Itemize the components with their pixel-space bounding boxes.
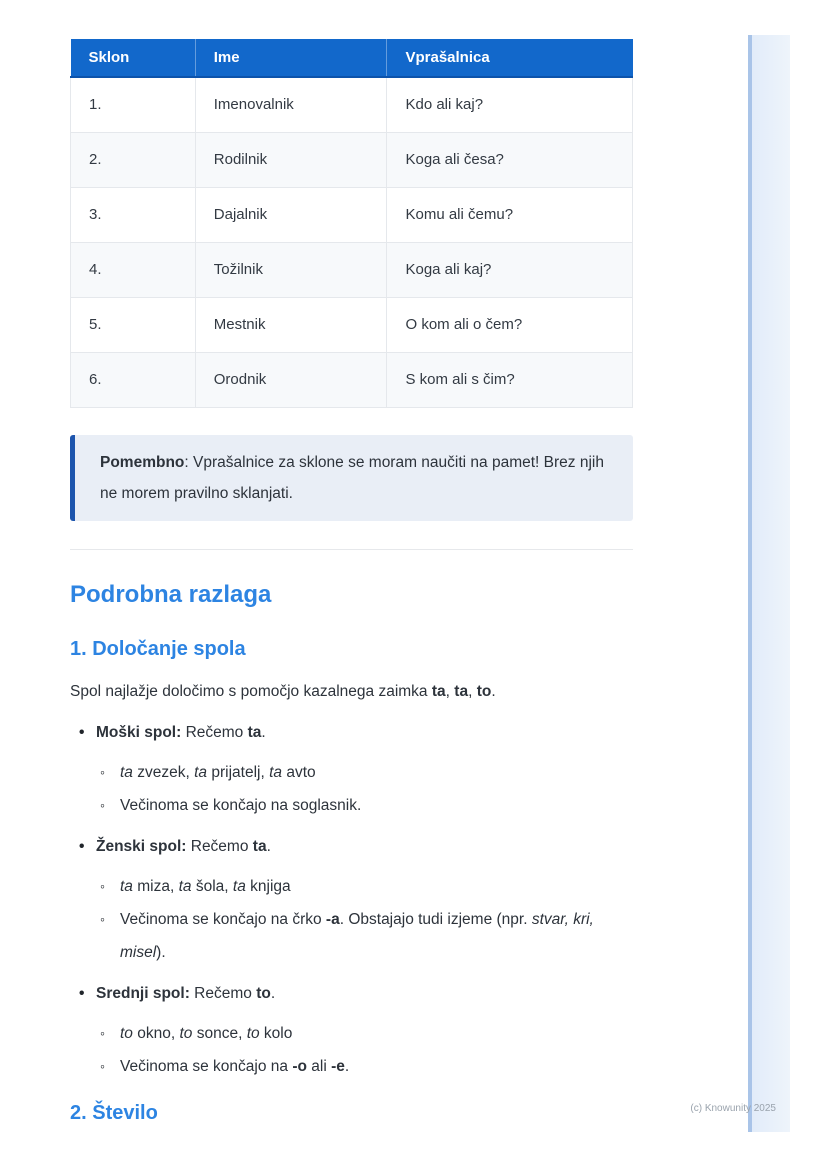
table-cell: 6. bbox=[71, 352, 196, 407]
table-row bbox=[71, 352, 633, 407]
table-row bbox=[71, 77, 633, 132]
table-header-ime: Ime bbox=[195, 39, 387, 77]
sub-list bbox=[96, 870, 633, 969]
table-cell: Kdo ali kaj? bbox=[387, 77, 633, 132]
table-row bbox=[71, 187, 633, 242]
table-cell: S kom ali s čim? bbox=[387, 352, 633, 407]
table-cell: Rodilnik bbox=[195, 132, 387, 187]
copyright-text: (c) Knowunity 2025 bbox=[690, 1103, 776, 1114]
table-cell: O kom ali o čem? bbox=[387, 297, 633, 352]
subsection-heading-gender: 1. Določanje spola bbox=[70, 637, 246, 660]
table-cell: Dajalnik bbox=[195, 187, 387, 242]
section-divider bbox=[70, 549, 633, 550]
table-cell: 5. bbox=[71, 297, 196, 352]
table-row bbox=[71, 132, 633, 187]
table-row bbox=[71, 297, 633, 352]
sub-list bbox=[96, 756, 633, 822]
table-cell: 2. bbox=[71, 132, 196, 187]
important-note-callout bbox=[70, 435, 633, 521]
table-header-row bbox=[71, 39, 633, 77]
scrollbar-track[interactable] bbox=[748, 35, 790, 1132]
list-item-title: • Srednji spol: Rečemo to. bbox=[96, 985, 275, 1002]
important-note-text: Pomembno: Vprašalnice za sklone se moram naučiti na pamet! Brez njih ne morem pravilno sklanjati. bbox=[100, 453, 604, 502]
table-cell: Orodnik bbox=[195, 352, 387, 407]
declension-table bbox=[70, 39, 633, 408]
table-cell: Komu ali čemu? bbox=[387, 187, 633, 242]
sub-list bbox=[96, 1017, 633, 1083]
sub-list-item: ◦ ta zvezek, ta prijatelj, ta avto bbox=[96, 756, 633, 789]
table-cell: 4. bbox=[71, 242, 196, 297]
table-cell: Imenovalnik bbox=[195, 77, 387, 132]
list-item-masculine bbox=[70, 716, 633, 822]
table-row bbox=[71, 242, 633, 297]
intro-paragraph: Spol najlažje določimo s pomočjo kazalnega zaimka ta, ta, to. bbox=[70, 682, 496, 700]
sub-list-item: ◦ Večinoma se končajo na soglasnik. bbox=[96, 789, 633, 822]
table-cell: Mestnik bbox=[195, 297, 387, 352]
subsection-heading-number: 2. Število bbox=[70, 1101, 158, 1124]
table-cell: Koga ali kaj? bbox=[387, 242, 633, 297]
list-item-neuter bbox=[70, 977, 633, 1083]
list-item-title: • Moški spol: Rečemo ta. bbox=[96, 724, 266, 741]
table-cell: Koga ali česa? bbox=[387, 132, 633, 187]
table-header-vprasalnica: Vprašalnica bbox=[387, 39, 633, 77]
section-heading: Podrobna razlaga bbox=[70, 580, 272, 608]
sub-list-item: ◦ to okno, to sonce, to kolo bbox=[96, 1017, 633, 1050]
sub-list-item: ◦ Večinoma se končajo na črko -a. Obstajajo tudi izjeme (npr. stvar, kri, misel). bbox=[96, 903, 633, 969]
gender-list bbox=[70, 716, 633, 1083]
sub-list-item: ◦ ta miza, ta šola, ta knjiga bbox=[96, 870, 633, 903]
table-header-sklon: Sklon bbox=[71, 39, 196, 77]
list-item-feminine bbox=[70, 830, 633, 969]
sub-list-item: ◦ Večinoma se končajo na -o ali -e. bbox=[96, 1050, 633, 1083]
table-cell: 3. bbox=[71, 187, 196, 242]
table-cell: Tožilnik bbox=[195, 242, 387, 297]
list-item-title: • Ženski spol: Rečemo ta. bbox=[96, 838, 271, 855]
table-cell: 1. bbox=[71, 77, 196, 132]
document-body bbox=[70, 39, 633, 1125]
